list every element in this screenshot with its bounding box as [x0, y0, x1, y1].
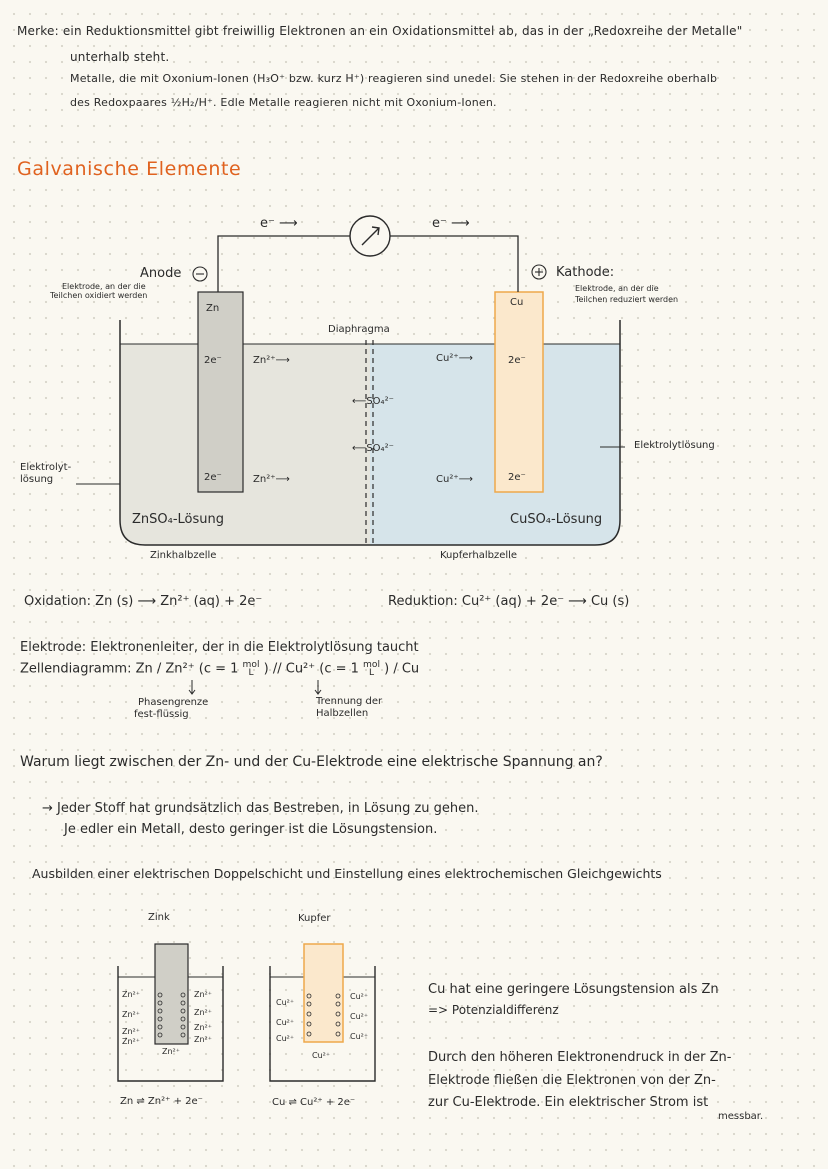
- cu-ions-top: Cu²⁺⟶: [436, 353, 473, 364]
- diaphragm-label: Diaphragma: [328, 324, 390, 335]
- section-title: Galvanische Elemente: [17, 158, 242, 180]
- kupfer-ion-2: Cu²⁺: [276, 1018, 295, 1027]
- answer-line-2: Je edler ein Metall, desto geringer ist die Lösungstension.: [64, 822, 438, 837]
- cathode-desc-1: Elektrode, an der die: [575, 284, 659, 293]
- anode-label: Anode: [140, 266, 182, 281]
- cu-electrons-bottom: 2e⁻: [508, 472, 526, 483]
- kupfer-equilibrium: Cu ⇌ Cu²⁺ + 2e⁻: [272, 1097, 356, 1108]
- note-line-6: messbar.: [718, 1111, 764, 1122]
- reduction-equation: Reduktion: Cu²⁺ (aq) + 2e⁻ ⟶ Cu (s): [388, 594, 630, 609]
- electrode-definition: Elektrode: Elektronenleiter, der in die Elektrolytlösung taucht: [20, 640, 419, 655]
- zn-ions-bottom: Zn²⁺⟶: [253, 474, 290, 485]
- zink-title: Zink: [148, 912, 170, 923]
- intro-line-2: unterhalb steht.: [70, 50, 170, 64]
- zn-electrode-label: Zn: [206, 303, 220, 314]
- note-line-5: zur Cu-Elektrode. Ein elektrischer Strom ist: [428, 1095, 709, 1110]
- cu-halfcell-label: Kupferhalbzelle: [440, 550, 518, 561]
- kupfer-ion-1: Cu²⁺: [276, 998, 295, 1007]
- unit-2-den: L: [368, 668, 375, 679]
- copper-electrode-small: [304, 944, 343, 1042]
- zink-ion-5: Zn²⁺: [194, 990, 212, 999]
- zink-ion-1: Zn²⁺: [122, 990, 140, 999]
- halfcell-separation-1: Trennung der: [316, 696, 383, 707]
- unit-2-num: mol: [363, 660, 380, 670]
- kupfer-ion-3: Cu²⁺: [276, 1034, 295, 1043]
- double-layer-text: Ausbilden einer elektrischen Doppelschicht und Einstellung eines elektrochemischen Gleichgewichts: [32, 866, 662, 881]
- znso4-label: ZnSO₄-Lösung: [132, 512, 225, 527]
- zink-ion-2: Zn²⁺: [122, 1010, 140, 1019]
- cu-electrode-label: Cu: [510, 297, 524, 308]
- zn-halfcell-label: Zinkhalbzelle: [150, 550, 217, 561]
- note-line-4: Elektrode fließen die Elektronen von der Zn-: [428, 1073, 716, 1088]
- anode-desc-2: Teilchen oxidiert werden: [50, 291, 148, 300]
- zink-ion-7: Zn²⁺: [194, 1023, 212, 1032]
- cell-diagram-zn: Zn / Zn²⁺ (c = 1: [135, 661, 239, 677]
- zn-ions-top: Zn²⁺⟶: [253, 355, 290, 366]
- intro-line-4: des Redoxpaares ½H₂/H⁺. Edle Metalle reagieren nicht mit Oxonium-Ionen.: [70, 96, 497, 109]
- zink-ion-3: Zn²⁺: [122, 1027, 140, 1036]
- phase-boundary-1: Phasengrenze: [138, 697, 209, 708]
- note-line-3: Durch den höheren Elektronendruck in der Zn-: [428, 1050, 732, 1065]
- unit-1-num: mol: [242, 660, 260, 670]
- zn-electrons-bottom: 2e⁻: [204, 472, 222, 483]
- zink-ion-9: Zn²⁺: [162, 1047, 180, 1056]
- cathode-desc-2: Teilchen reduziert werden: [575, 295, 679, 304]
- kupfer-ion-5: Cu²⁺: [350, 1012, 369, 1021]
- electrolyte-left-label-1: Elektrolyt-: [20, 462, 72, 473]
- cell-diagram-label: Zellendiagramm:: [20, 661, 132, 677]
- cu-electrons-top: 2e⁻: [508, 355, 526, 366]
- intro-line-3: Metalle, die mit Oxonium-Ionen (H₃O⁺ bzw. kurz H⁺) reagieren sind unedel. Sie stehen in der Redoxreihe oberhalb: [70, 72, 718, 85]
- electron-flow-right: e⁻ ⟶: [432, 216, 470, 231]
- kupfer-ion-6: Cu²⁺: [350, 1032, 369, 1041]
- electrolyte-left-label-2: lösung: [20, 474, 54, 485]
- oxidation-equation: Oxidation: Zn (s) ⟶ Zn²⁺ (aq) + 2e⁻: [24, 594, 263, 609]
- cell-diagram-separator: ) // Cu²⁺ (c = 1: [263, 661, 359, 677]
- cathode-label: Kathode:: [556, 265, 615, 280]
- sulfate-ion-1: ⟵SO₄²⁻: [352, 396, 394, 407]
- phase-boundary-2: fest-flüssig: [134, 709, 189, 720]
- sulfate-ion-2: ⟵SO₄²⁻: [352, 443, 394, 454]
- halfcell-separation-2: Halbzellen: [316, 708, 369, 719]
- cu-ions-bottom: Cu²⁺⟶: [436, 474, 473, 485]
- intro-line-1: Merke: ein Reduktionsmittel gibt freiwillig Elektronen an ein Oxidationsmittel ab, das in der „Redoxreihe der Metalle": [17, 24, 743, 38]
- zn-electrons-top: 2e⁻: [204, 355, 222, 366]
- kupfer-ion-7: Cu²⁺: [312, 1051, 331, 1060]
- zink-ion-8: Zn²⁺: [194, 1035, 212, 1044]
- note-line-1: Cu hat eine geringere Lösungstension als Zn: [428, 982, 719, 997]
- cuso4-label: CuSO₄-Lösung: [510, 512, 603, 527]
- zink-equilibrium: Zn ⇌ Zn²⁺ + 2e⁻: [120, 1096, 203, 1107]
- kupfer-title: Kupfer: [298, 913, 331, 924]
- zink-ion-4: Zn²⁺: [122, 1037, 140, 1046]
- cell-diagram-cu: ) / Cu: [384, 661, 420, 677]
- electron-flow-left: e⁻ ⟶: [260, 216, 298, 231]
- electrolyte-right-label: Elektrolytlösung: [634, 440, 715, 451]
- question: Warum liegt zwischen der Zn- und der Cu-Elektrode eine elektrische Spannung an?: [20, 754, 603, 770]
- zink-ion-6: Zn²⁺: [194, 1008, 212, 1017]
- unit-1-den: L: [248, 668, 254, 679]
- kupfer-ion-4: Cu²⁺: [350, 992, 369, 1001]
- answer-line-1: → Jeder Stoff hat grundsätzlich das Bestreben, in Lösung zu gehen.: [42, 801, 479, 816]
- anode-desc-1: Elektrode, an der die: [62, 282, 146, 291]
- note-line-2: => Potenzialdifferenz: [428, 1003, 559, 1017]
